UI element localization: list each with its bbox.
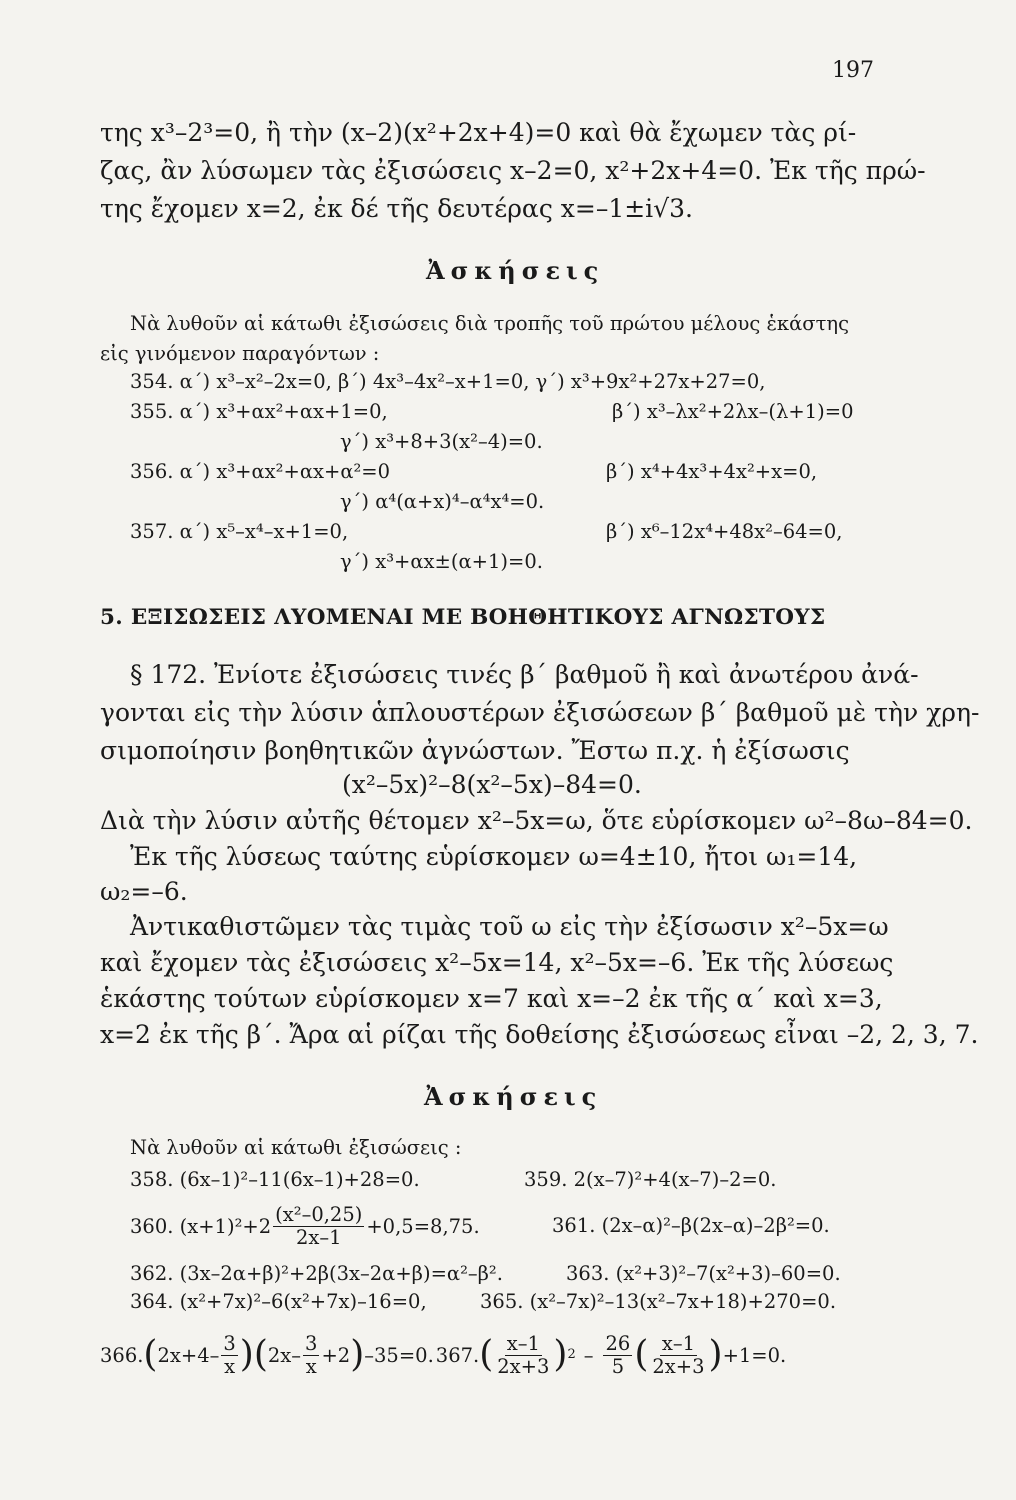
exercise-356c: γ΄) α⁴(α+x)⁴–α⁴x⁴=0. bbox=[340, 490, 545, 513]
exercises1-intro-1: Νὰ λυθοῦν αἱ κάτωθι ἐξισώσεις διὰ τροπῆς τοῦ πρώτου μέλους ἑκάστης bbox=[130, 312, 849, 335]
exercise-367-fraction-1 bbox=[495, 1333, 551, 1377]
exercise-360-numerator: (x²–0,25) bbox=[275, 1203, 363, 1227]
exercise-367-minus: – bbox=[583, 1343, 594, 1367]
exercise-360-fraction bbox=[273, 1204, 364, 1248]
exercise-355c: γ΄) x³+8+3(x²–4)=0. bbox=[340, 430, 543, 453]
exercise-367-fraction-3 bbox=[650, 1333, 706, 1377]
exercise-367-fraction-2 bbox=[603, 1333, 632, 1377]
exercises1-intro-2: εἰς γινόμενον παραγόντων : bbox=[100, 342, 380, 365]
page-number: 197 bbox=[832, 58, 874, 83]
exercise-356b: β΄) x⁴+4x³+4x²+x=0, bbox=[606, 460, 818, 483]
exercise-367-end: +1=0. bbox=[722, 1343, 787, 1367]
exercise-367-fraction-1-den: 2x+3 bbox=[497, 1354, 550, 1378]
exercise-354: 354. α΄) x³–x²–2x=0, β΄) 4x³–4x²–x+1=0, γ΄) x³+9x²+27x+27=0, bbox=[130, 370, 766, 393]
exercise-366-fraction-1-num: 3 bbox=[223, 1332, 236, 1356]
para172-line-4: (x²–5x)²–8(x²–5x)–84=0. bbox=[342, 770, 642, 799]
exercise-367-fraction-1-num: x–1 bbox=[506, 1332, 540, 1356]
exercise-366: 366. ( 2x+4– $\frac{3}{x}$ ) ( 2x– $\frac{3}{x}$ +2 ) –35=0. 367. ( $\frac{x-1}{2x+3}$ ) 2 – $\frac{26}{5}$ ( $\frac{x-1}{2x+3}$ ) +1=0. bbox=[100, 1332, 787, 1378]
exercise-360 bbox=[130, 1196, 480, 1256]
exercise-366-fraction-2-den: x bbox=[305, 1354, 317, 1378]
exercise-360-suffix: +0,5=8,75. bbox=[366, 1214, 480, 1238]
section-title: 5. ΕΞΙΣΩΣΕΙΣ ΛΥΟΜΕΝΑΙ ΜΕ ΒΟΗΘΗΤΙΚΟΥΣ ΑΓΝΩΣΤΟΥΣ bbox=[100, 605, 826, 630]
exercise-360-prefix: 360. (x+1)²+2 bbox=[130, 1214, 272, 1238]
para172-line-11: x=2 ἐκ τῆς β΄. Ἄρα αἱ ρίζαι τῆς δοθείσης ἐξισώσεως εἶναι –2, 2, 3, 7. bbox=[100, 1020, 979, 1049]
exercise-366-term-a: 2x+4– bbox=[157, 1343, 220, 1367]
para172-line-8: Ἀντικαθιστῶμεν τὰς τιμὰς τοῦ ω εἰς τὴν ἐξίσωσιν x²–5x=ω bbox=[130, 912, 889, 941]
exercises-heading-1: Ἀσκήσεις bbox=[426, 256, 605, 285]
exercise-366-end: –35=0. bbox=[364, 1343, 434, 1367]
exercise-358: 358. (6x–1)²–11(6x–1)+28=0. bbox=[130, 1168, 420, 1191]
exercise-363: 363. (x²+3)²–7(x²+3)–60=0. bbox=[566, 1262, 841, 1285]
exercise-366-term-b: 2x– bbox=[267, 1343, 302, 1367]
exercise-361: 361. (2x–α)²–β(2x–α)–2β²=0. bbox=[552, 1214, 830, 1237]
exercises-heading-2: Ἀσκήσεις bbox=[424, 1082, 603, 1111]
exercise-366-fraction-1 bbox=[221, 1333, 237, 1377]
para172-line-6: Ἐκ τῆς λύσεως ταύτης εὑρίσκομεν ω=4±10, ἤτοι ω₁=14, bbox=[130, 842, 858, 871]
exercise-362: 362. (3x–2α+β)²+2β(3x–2α+β)=α²–β². bbox=[130, 1262, 503, 1285]
para172-line-7: ω₂=–6. bbox=[100, 877, 188, 906]
exercise-366-fraction-1-den: x bbox=[224, 1354, 236, 1378]
intro-line-1: της x³–2³=0, ἢ τὴν (x–2)(x²+2x+4)=0 καὶ θὰ ἔχωμεν τὰς ρί- bbox=[100, 118, 857, 147]
exercise-360-denominator: 2x–1 bbox=[295, 1225, 342, 1249]
para172-line-2: γονται εἰς τὴν λύσιν ἁπλουστέρων ἐξισώσεων β΄ βαθμοῦ μὲ τὴν χρη- bbox=[100, 698, 980, 727]
exercise-366-number: 366. bbox=[100, 1343, 144, 1367]
exercise-367-fraction-2-num: 26 bbox=[605, 1332, 631, 1356]
exercise-355a: 355. α΄) x³+αx²+αx+1=0, bbox=[130, 400, 388, 423]
exercise-357b: β΄) x⁶–12x⁴+48x²–64=0, bbox=[606, 520, 843, 543]
exercise-357a: 357. α΄) x⁵–x⁴–x+1=0, bbox=[130, 520, 349, 543]
intro-line-2: ζας, ἂν λύσωμεν τὰς ἐξισώσεις x–2=0, x²+2x+4=0. Ἐκ τῆς πρώ- bbox=[100, 156, 926, 185]
para172-line-9: καὶ ἔχομεν τὰς ἐξισώσεις x²–5x=14, x²–5x=–6. Ἐκ τῆς λύσεως bbox=[100, 948, 894, 977]
exercise-356a: 356. α΄) x³+αx²+αx+α²=0 bbox=[130, 460, 391, 483]
exercise-366-term-c: +2 bbox=[321, 1343, 351, 1367]
exercise-367-fraction-3-den: 2x+3 bbox=[652, 1354, 705, 1378]
para172-line-10: ἑκάστης τούτων εὑρίσκομεν x=7 καὶ x=–2 ἐκ τῆς α΄ καὶ x=3, bbox=[100, 984, 883, 1013]
para172-line-3: σιμοποίησιν βοηθητικῶν ἀγνώστων. Ἔστω π.χ. ἡ ἐξίσωσις bbox=[100, 736, 850, 765]
para172-line-5: Διὰ τὴν λύσιν αὐτῆς θέτομεν x²–5x=ω, ὅτε εὑρίσκομεν ω²–8ω–84=0. bbox=[100, 806, 973, 835]
exercise-355b: β΄) x³–λx²+2λx–(λ+1)=0 bbox=[612, 400, 854, 423]
exercise-366-fraction-2 bbox=[303, 1333, 319, 1377]
exercise-364: 364. (x²+7x)²–6(x²+7x)–16=0, bbox=[130, 1290, 427, 1313]
exercise-367-fraction-2-den: 5 bbox=[611, 1354, 625, 1378]
exercise-359: 359. 2(x–7)²+4(x–7)–2=0. bbox=[524, 1168, 777, 1191]
exercise-367-fraction-3-num: x–1 bbox=[661, 1332, 696, 1356]
para172-line-1: § 172. Ἐνίοτε ἐξισώσεις τινές β΄ βαθμοῦ ἢ καὶ ἀνωτέρου ἀνά- bbox=[130, 660, 919, 689]
exercise-366-fraction-2-num: 3 bbox=[305, 1332, 318, 1356]
exercise-367-number: 367. bbox=[435, 1343, 480, 1367]
intro-line-3: της ἔχομεν x=2, ἐκ δέ τῆς δευτέρας x=–1±i√3. bbox=[100, 194, 693, 223]
exercise-365: 365. (x²–7x)²–13(x²–7x+18)+270=0. bbox=[480, 1290, 837, 1313]
exercise-357c: γ΄) x³+αx±(α+1)=0. bbox=[340, 550, 543, 573]
exercises2-intro: Νὰ λυθοῦν αἱ κάτωθι ἐξισώσεις : bbox=[130, 1136, 462, 1159]
